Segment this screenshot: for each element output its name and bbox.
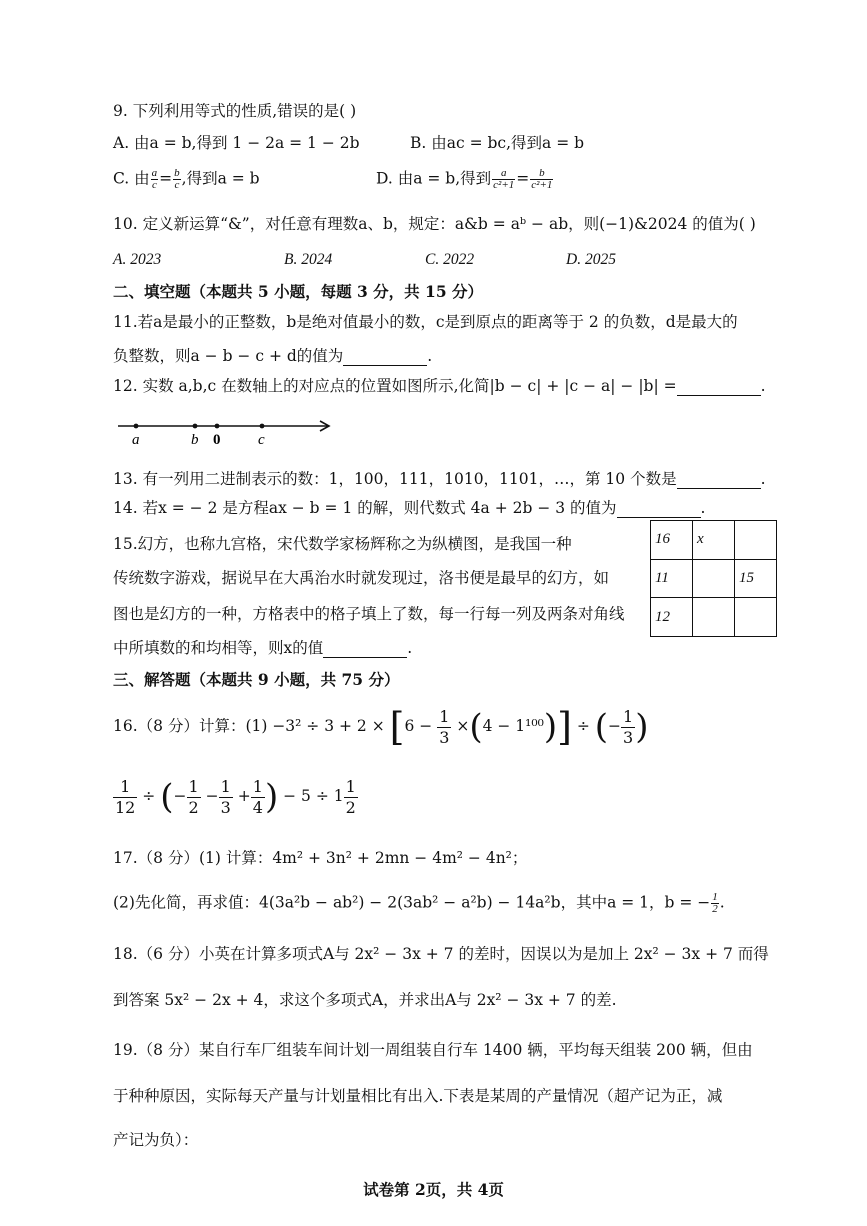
- q15-line3: 图也是幻方的一种，方格表中的格子填上了数，每一行每一列及两条对角线: [113, 605, 625, 623]
- section-2-heading: 二、填空题（本题共 5 小题，每题 3 分，共 15 分）: [113, 282, 484, 301]
- q9-option-d: [376, 168, 554, 191]
- magic-square-cell: [735, 521, 777, 560]
- page-footer: 试卷第 2页，共 4页: [363, 1180, 504, 1199]
- q9-c-post: ,得到a = b: [181, 169, 260, 188]
- q17-line2: (2)先化简，再求值：4(3a²b − ab²) − 2(3ab² − a²b) − 14a²b，其中a = 1，b = − $\frac{1}{2}$ .: [113, 891, 725, 915]
- q16-part1: 16.（8 分）计算：(1) −3² ÷ 3 + 2 × [6 − $\frac{1}{3}$ ×(4 − 1¹⁰⁰)] ÷ (− $\frac{1}{3}$ ): [113, 705, 649, 749]
- q9-d-pre: D. 由a = b,得到: [376, 169, 492, 188]
- q19-line1: 19.（8 分）某自行车厂组装车间计划一周组装自行车 1400 辆，平均每天组装 200 辆，但由: [113, 1041, 753, 1059]
- q13-text: 13. 有一列用二进制表示的数：1，100，111，1010，1101，…，第 10 个数是 .: [113, 470, 766, 488]
- number-line-label-b: b: [191, 432, 199, 448]
- number-line-label-a: a: [132, 432, 140, 448]
- q11-answer-blank[interactable]: [343, 349, 427, 366]
- number-line-label-0: 0: [213, 432, 221, 448]
- q18-line1: 18.（6 分）小英在计算多项式A与 2x² − 3x + 7 的差时，因误以为是加上 2x² − 3x + 7 而得: [113, 945, 769, 963]
- magic-square-cell: [693, 559, 735, 598]
- q9-d-frac-b: $\frac{b}{\text{c²+1}}$: [531, 167, 553, 191]
- q9-c-frac-a: $\frac{a}{c}$: [151, 167, 158, 191]
- q16-part2: $\frac{1}{12}$ ÷ (− $\frac{1}{2}$ − $\frac{1}{3}$ + $\frac{1}{4}$ ) − 5 ÷ 1 $\frac{1}{2}$: [115, 776, 356, 817]
- magic-square-grid: [650, 520, 777, 637]
- q9-option-c: [113, 168, 260, 191]
- magic-square-cell: 11: [651, 559, 693, 598]
- q15-line2: 传统数字游戏，据说早在大禹治水时就发现过，洛书便是最早的幻方，如: [113, 569, 610, 587]
- magic-square-cell: 15: [735, 559, 777, 598]
- q19-line2: 于种种原因，实际每天产量与计划量相比有出入.下表是某周的产量情况（超产记为正，减: [113, 1087, 723, 1105]
- q10-stem: 10. 定义新运算“&”，对任意有理数a、b，规定：a&b = aᵇ − ab，则(−1)&2024 的值为( ): [113, 215, 756, 233]
- q10-option-b: B. 2024: [284, 251, 333, 268]
- q18-line2: 到答案 5x² − 2x + 4，求这个多项式A，并求出A与 2x² − 3x + 7 的差.: [113, 991, 617, 1009]
- section-3-heading: 三、解答题（本题共 9 小题，共 75 分）: [113, 670, 400, 689]
- q11-line1: 11.若a是最小的正整数，b是绝对值最小的数，c是到原点的距离等于 2 的负数，d是最大的: [113, 313, 738, 331]
- q10-option-d: D. 2025: [566, 251, 616, 268]
- q13-answer-blank[interactable]: [677, 472, 761, 489]
- q15-answer-blank[interactable]: [323, 641, 407, 658]
- magic-square-cell: 16: [651, 521, 693, 560]
- magic-square-cell: [693, 598, 735, 637]
- magic-square-cell: [735, 598, 777, 637]
- q10-option-c: C. 2022: [425, 251, 475, 268]
- number-line-point-a: [134, 424, 139, 429]
- q9-c-pre: C. 由: [113, 169, 150, 188]
- number-line-point-c: [260, 424, 265, 429]
- q9-c-frac-b: $\frac{b}{c}$: [174, 167, 180, 191]
- q19-line3: 产记为负）：: [113, 1131, 199, 1149]
- q12-number-line: [113, 410, 353, 455]
- q14-text: 14. 若x = − 2 是方程ax − b = 1 的解，则代数式 4a + 2b − 3 的值为 .: [113, 499, 706, 517]
- q9-c-eq: =: [159, 169, 173, 188]
- q15-line4: 中所填数的和均相等，则x的值 .: [113, 639, 413, 657]
- q9-d-frac-a: $\frac{a}{\text{c²+1}}$: [493, 167, 515, 191]
- q9-d-eq: =: [516, 169, 530, 188]
- q9-option-a: A. 由a = b,得到 1 − 2a = 1 − 2b: [113, 134, 360, 152]
- magic-square-cell: x: [693, 521, 735, 560]
- magic-square-cell: 12: [651, 598, 693, 637]
- q12-answer-blank[interactable]: [677, 379, 761, 396]
- q15-line1: 15.幻方，也称九宫格，宋代数学家杨辉称之为纵横图，是我国一种: [113, 535, 572, 553]
- q10-option-a: A. 2023: [113, 251, 162, 268]
- q11-line2: 负整数，则a − b − c + d的值为 .: [113, 347, 433, 365]
- q12-text: 12. 实数 a,b,c 在数轴上的对应点的位置如图所示,化简|b − c| + |c − a| − |b| = .: [113, 377, 766, 395]
- q9-stem: 9. 下列利用等式的性质,错误的是( ): [113, 102, 357, 120]
- q9-option-b: B. 由ac = bc,得到a = b: [410, 134, 585, 152]
- q14-answer-blank[interactable]: [617, 501, 701, 518]
- number-line-label-c: c: [258, 432, 265, 448]
- number-line-point-0: [215, 424, 220, 429]
- number-line-point-b: [193, 424, 198, 429]
- q17-line1: 17.（8 分）(1) 计算：4m² + 3n² + 2mn − 4m² − 4n²；: [113, 849, 528, 867]
